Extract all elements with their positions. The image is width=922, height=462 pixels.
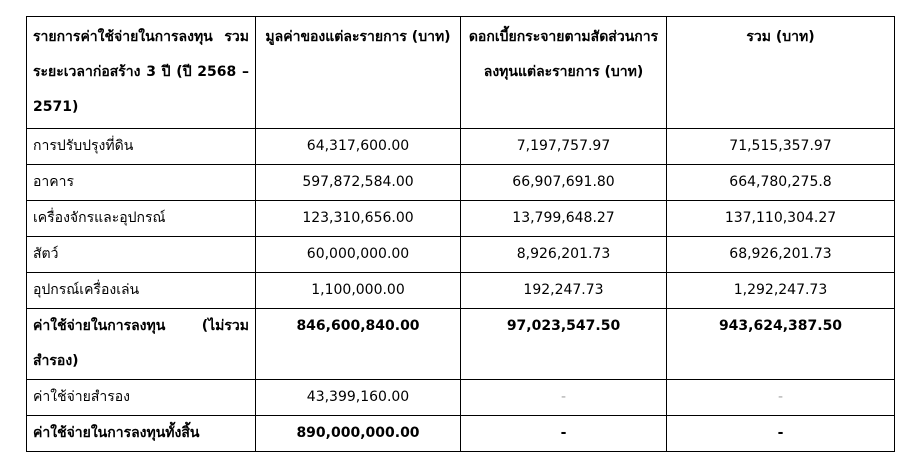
table-row (27, 129, 895, 165)
row-value: 43,399,160.00 (256, 380, 461, 416)
header-cost-items: รายการค่าใช้จ่ายในการลงทุน รวมระยะเวลาก่อสร้าง 3 ปี (ปี 2568 – 2571) (27, 17, 256, 129)
row-interest: - (461, 416, 667, 452)
table-row (27, 380, 895, 416)
row-interest: 66,907,691.80 (461, 165, 667, 201)
row-total: 1,292,247.73 (667, 273, 895, 309)
row-total: 664,780,275.8 (667, 165, 895, 201)
row-value: 123,310,656.00 (256, 201, 461, 237)
row-total: 137,110,304.27 (667, 201, 895, 237)
row-value: 890,000,000.00 (256, 416, 461, 452)
table-row (27, 165, 895, 201)
row-interest: 8,926,201.73 (461, 237, 667, 273)
table-row (27, 237, 895, 273)
row-item-investment-excl-reserve: ค่าใช้จ่ายในการลงทุน (ไม่รวมสำรอง) (27, 309, 256, 380)
row-total: - (667, 380, 895, 416)
row-value: 1,100,000.00 (256, 273, 461, 309)
row-item-reserve: ค่าใช้จ่ายสำรอง (27, 380, 256, 416)
row-item-land-improvement: การปรับปรุงที่ดิน (27, 129, 256, 165)
row-item-machinery: เครื่องจักรและอุปกรณ์ (27, 201, 256, 237)
row-interest: 7,197,757.97 (461, 129, 667, 165)
table-row (27, 201, 895, 237)
investment-cost-table (26, 16, 895, 452)
row-value: 597,872,584.00 (256, 165, 461, 201)
table-row-grand-total (27, 416, 895, 452)
row-item-animals: สัตว์ (27, 237, 256, 273)
row-item-total-investment: ค่าใช้จ่ายในการลงทุนทั้งสิ้น (27, 416, 256, 452)
row-value: 846,600,840.00 (256, 309, 461, 380)
row-interest: 13,799,648.27 (461, 201, 667, 237)
header-total: รวม (บาท) (667, 17, 895, 129)
table-row (27, 273, 895, 309)
row-value: 60,000,000.00 (256, 237, 461, 273)
row-item-building: อาคาร (27, 165, 256, 201)
row-interest: 192,247.73 (461, 273, 667, 309)
row-item-play-equipment: อุปกรณ์เครื่องเล่น (27, 273, 256, 309)
row-total: 68,926,201.73 (667, 237, 895, 273)
row-total: 943,624,387.50 (667, 309, 895, 380)
header-item-value: มูลค่าของแต่ละรายการ (บาท) (256, 17, 461, 129)
table-header-row (27, 17, 895, 129)
table-row-subtotal (27, 309, 895, 380)
row-value: 64,317,600.00 (256, 129, 461, 165)
row-total: - (667, 416, 895, 452)
header-distributed-interest: ดอกเบี้ยกระจายตามสัดส่วนการลงทุนแต่ละรายการ (บาท) (461, 17, 667, 129)
row-interest: - (461, 380, 667, 416)
row-total: 71,515,357.97 (667, 129, 895, 165)
row-interest: 97,023,547.50 (461, 309, 667, 380)
